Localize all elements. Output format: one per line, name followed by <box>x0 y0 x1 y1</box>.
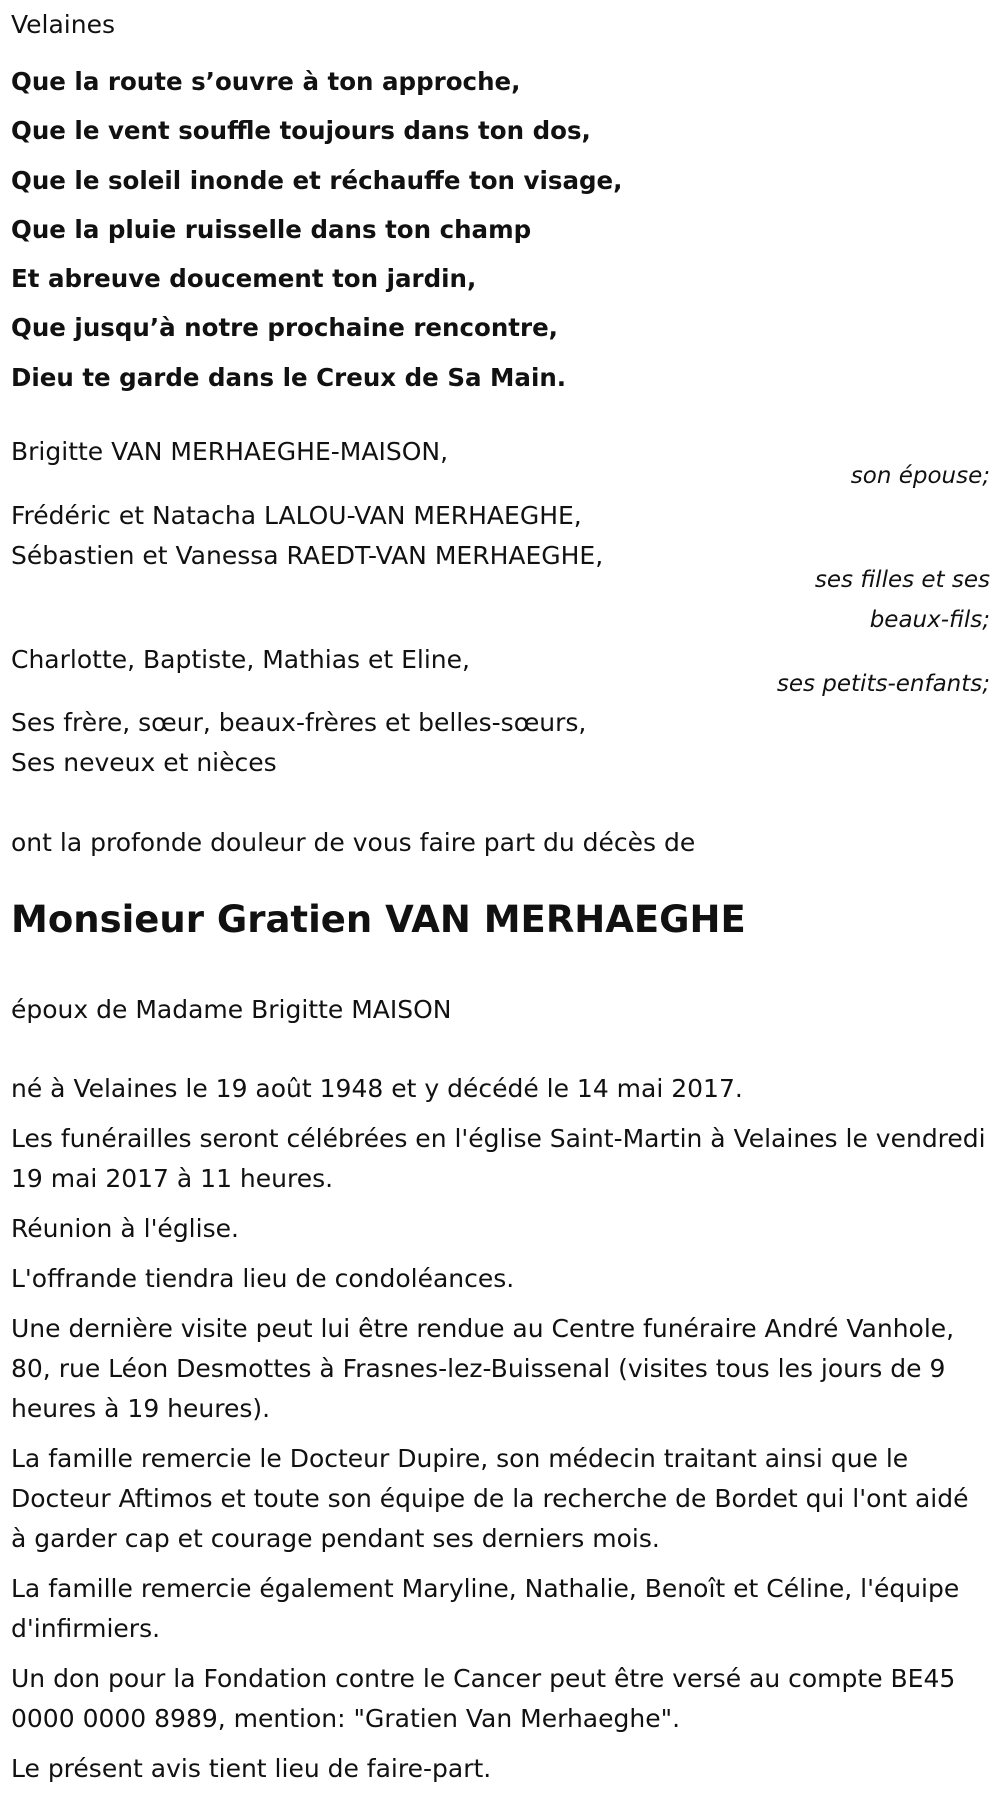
daughter-couple-2: Sébastien et Vanessa RAEDT-VAN MERHAEGHE, <box>11 541 604 570</box>
birth-death-paragraph: né à Velaines le 19 août 1948 et y décédé le 14 mai 2017. <box>11 1074 743 1103</box>
grandchildren-names: Charlotte, Baptiste, Mathias et Eline, <box>11 645 470 674</box>
thanks-doctors-paragraph: La famille remercie le Docteur Dupire, son médecin traitant ainsi que le Docteur Aftimos et toute son équipe de la recherche de Bordet qui l'ont aidé à garder cap et courage pendant ses derniers mois. <box>11 1444 969 1553</box>
donation-paragraph: Un don pour la Fondation contre le Cancer peut être versé au compte BE45 0000 0000 8989, mention: "Gratien Van Merhaeghe". <box>11 1664 956 1733</box>
visit-paragraph: Une dernière visite peut lui être rendue au Centre funéraire André Vanhole, 80, rue Léon Desmottes à Frasnes-lez-Buissenal (visites tous les jours de 9 heures à 19 heures). <box>11 1314 955 1423</box>
siblings: Ses frère, sœur, beaux-frères et belles-sœurs, <box>11 708 587 737</box>
daughter-couple-1: Frédéric et Natacha LALOU-VAN MERHAEGHE, <box>11 501 582 530</box>
notice-paragraph: Le présent avis tient lieu de faire-part. <box>11 1754 492 1783</box>
offering-paragraph: L'offrande tiendra lieu de condoléances. <box>11 1264 515 1293</box>
grandchildren-relation: ses petits-enfants; <box>776 671 990 697</box>
poem-line: Que le soleil inonde et réchauffe ton visage, <box>11 165 623 195</box>
deceased-name-title: Monsieur Gratien VAN MERHAEGHE <box>11 898 746 941</box>
nephews-nieces: Ses neveux et nièces <box>11 748 277 777</box>
poem-line: Que le vent souffle toujours dans ton dos, <box>11 116 591 146</box>
spouse-name: Brigitte VAN MERHAEGHE-MAISON, <box>11 437 449 466</box>
poem-line: Dieu te garde dans le Creux de Sa Main. <box>11 362 567 392</box>
poem-line: Que jusqu’à notre prochaine rencontre, <box>11 313 558 343</box>
daughters-relation-line2: beaux-fils; <box>869 607 990 633</box>
daughters-relation-line1: ses filles et ses <box>814 567 990 593</box>
spouse-relation: son épouse; <box>850 463 990 489</box>
announcement: ont la profonde douleur de vous faire part du décès de <box>11 828 696 857</box>
funeral-paragraph: Les funérailles seront célébrées en l'église Saint-Martin à Velaines le vendredi 19 mai 2017 à 11 heures. <box>11 1124 986 1193</box>
poem <box>11 57 622 402</box>
spouse-of: époux de Madame Brigitte MAISON <box>11 995 452 1024</box>
thanks-nurses-paragraph: La famille remercie également Maryline, Nathalie, Benoît et Céline, l'équipe d'infirmiers. <box>11 1574 960 1643</box>
poem-line: Que la route s’ouvre à ton approche, <box>11 67 521 96</box>
gathering-paragraph: Réunion à l'église. <box>11 1214 239 1243</box>
poem-line: Et abreuve doucement ton jardin, <box>11 264 477 294</box>
poem-line: Que la pluie ruisselle dans ton champ <box>11 214 532 244</box>
place-name: Velaines <box>11 10 116 39</box>
